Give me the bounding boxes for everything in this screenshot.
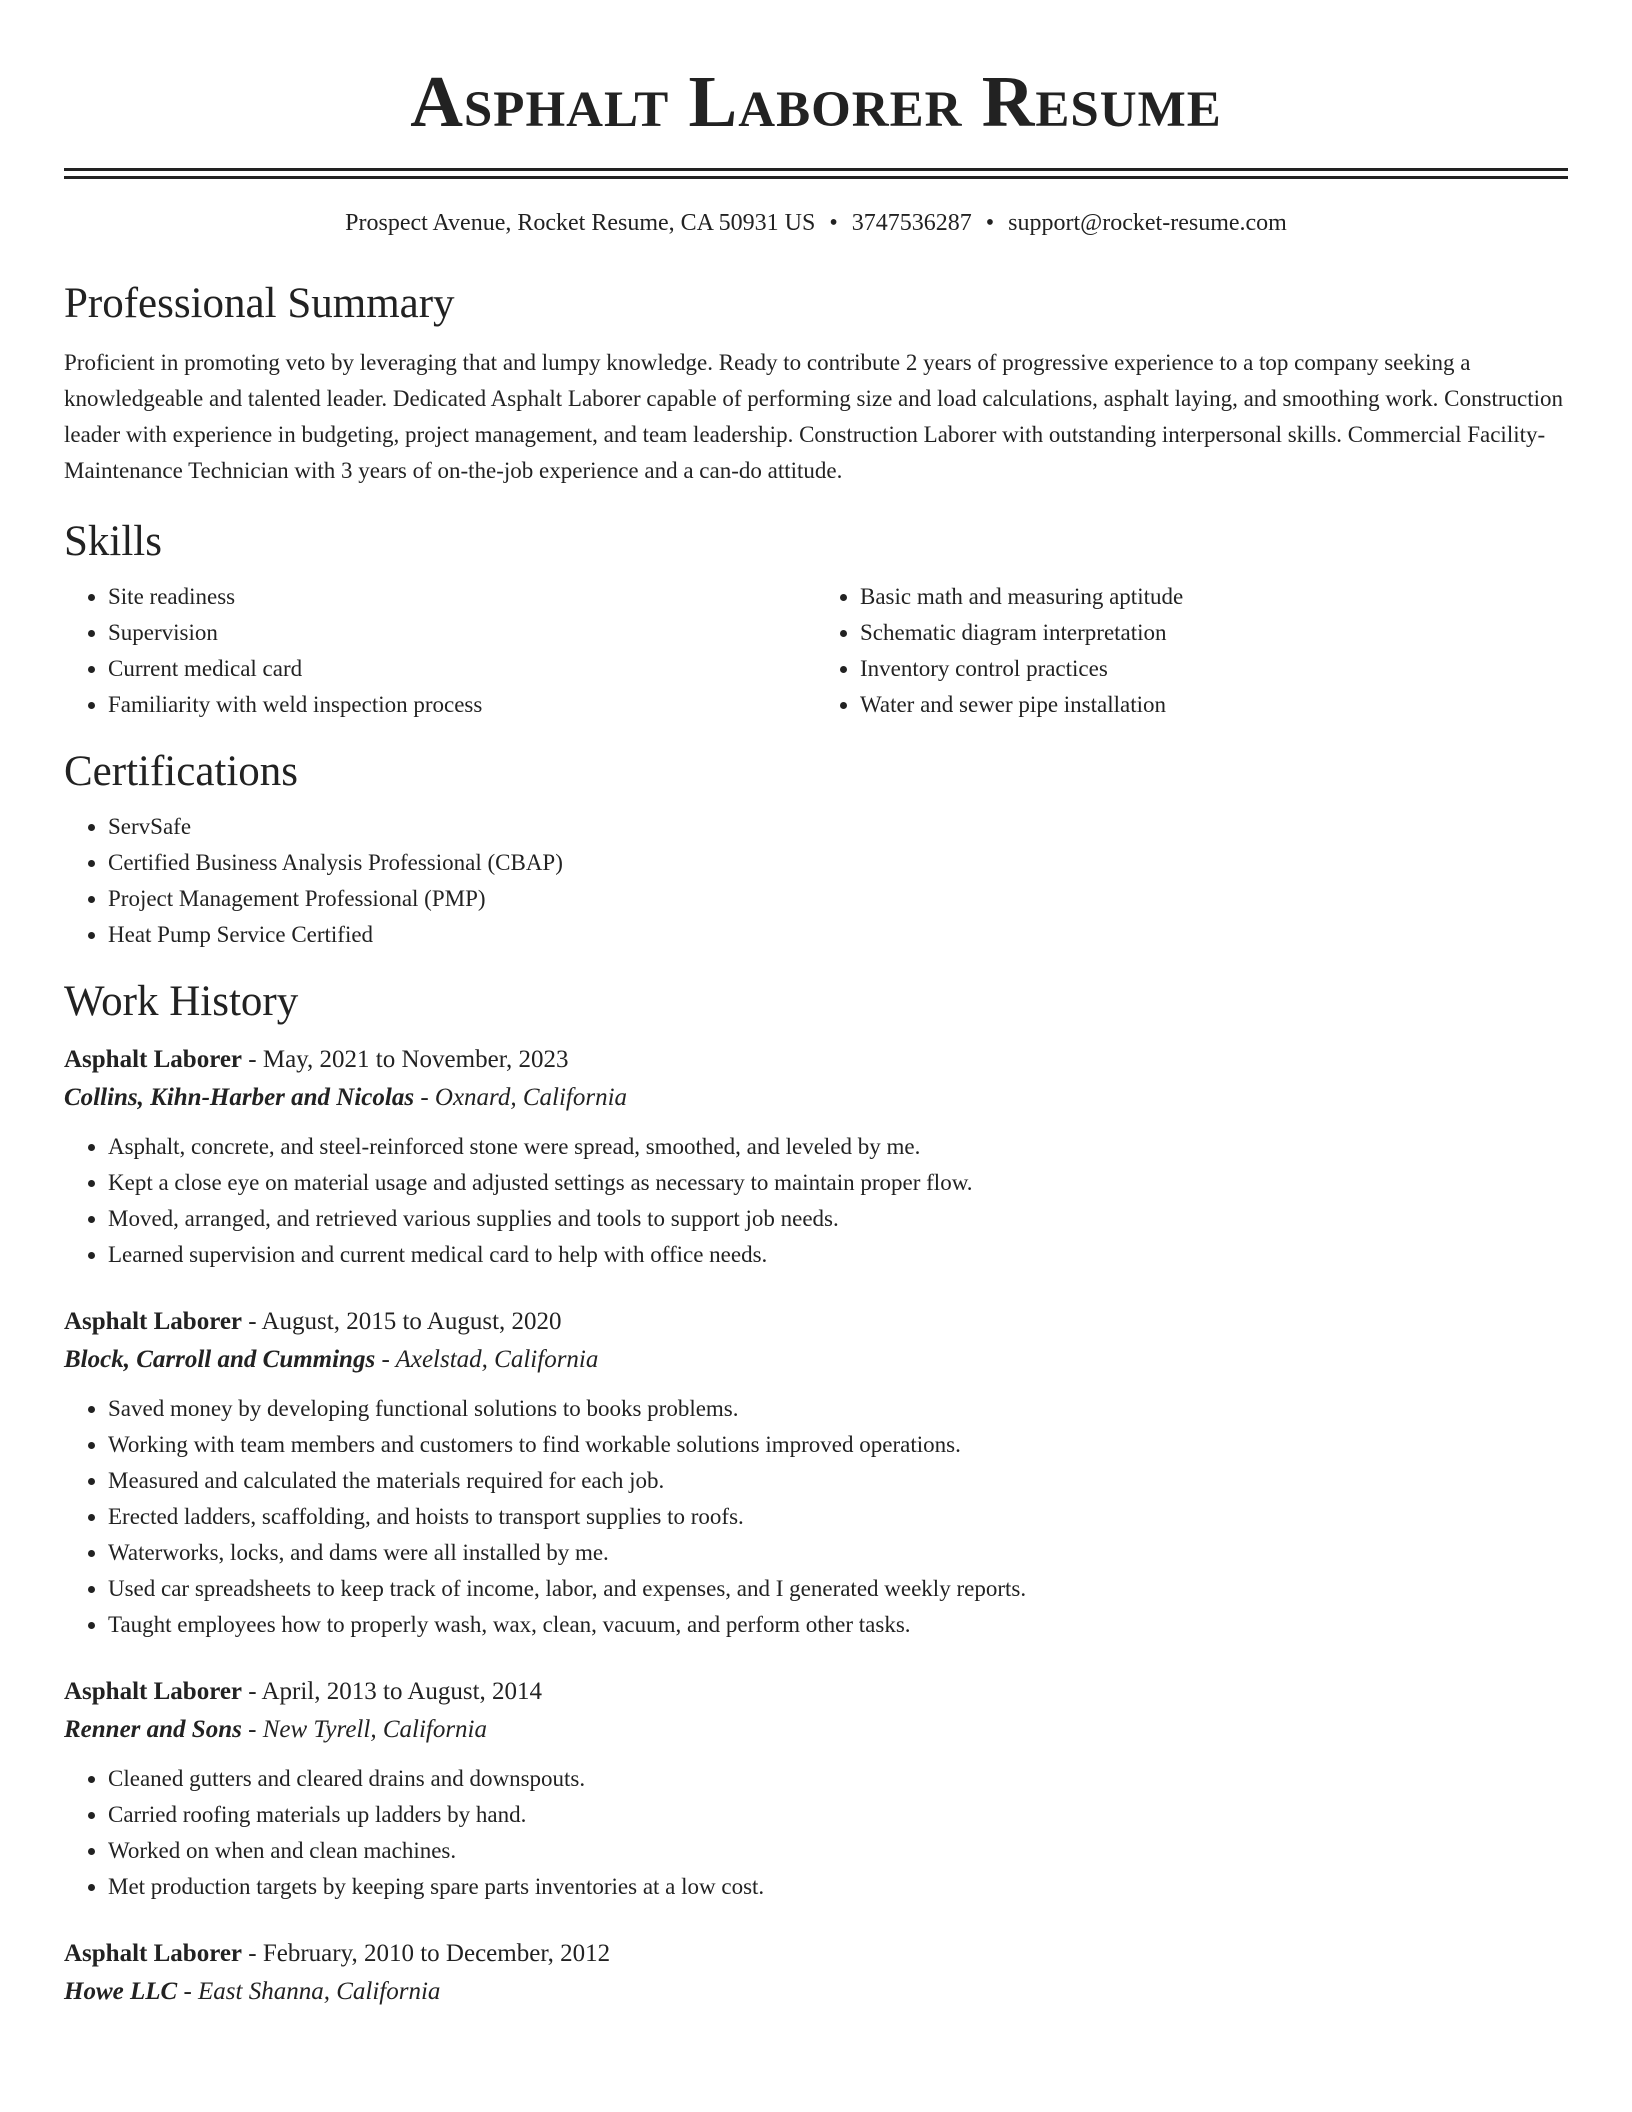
skill-item: • Schematic diagram interpretation [860,615,1568,651]
summary-heading: Professional Summary [64,280,455,327]
job-dash: - [248,1046,257,1073]
job-bullet: • Taught employees how to properly wash, wax, clean, vacuum, and perform other tasks. [108,1607,1568,1643]
certification-item: • Certified Business Analysis Professional (CBAP) [108,845,1568,881]
job-title-line [64,1673,1568,1711]
job-title-line [64,1935,1568,1973]
job-dates: April, 2013 to August, 2014 [261,1678,543,1705]
job-title-line [64,1303,1568,1341]
job-bullet: • Kept a close eye on material usage and adjusted settings as necessary to maintain proper flow. [108,1165,1568,1201]
job-bullet: • Met production targets by keeping spare parts inventories at a low cost. [108,1869,1568,1905]
job-dash: - [248,1716,257,1743]
contact-separator: • [829,210,838,236]
job-bullet-list [64,1129,1568,1273]
resume-title: Asphalt Laborer Resume [410,61,1222,142]
job-title-line [64,1041,1568,1079]
work-history-heading: Work History [64,978,299,1025]
title-double-rule [64,168,1568,179]
job-dash: - [248,1308,257,1335]
job-location: Axelstad, California [395,1346,599,1373]
job-bullet: • Cleaned gutters and cleared drains and downspouts. [108,1761,1568,1797]
job-bullet: • Moved, arranged, and retrieved various supplies and tools to support job needs. [108,1201,1568,1237]
job-bullet: • Used car spreadsheets to keep track of income, labor, and expenses, and I generated weekly reports. [108,1571,1568,1607]
job-bullet: • Erected ladders, scaffolding, and hoists to transport supplies to roofs. [108,1499,1568,1535]
job-dash: - [248,1678,257,1705]
certification-item: • Heat Pump Service Certified [108,917,1568,953]
contact-separator: • [985,210,995,236]
job-bullet: • Working with team members and customers to find workable solutions improved operations. [108,1427,1568,1463]
job-bullet: • Carried roofing materials up ladders by hand. [108,1797,1568,1833]
job-location: New Tyrell, California [262,1716,488,1743]
skills-left-list [64,579,816,723]
skill-item: • Current medical card [108,651,816,687]
job-company: Howe LLC [64,1978,178,2005]
job-entry [64,1303,1568,1643]
job-entry [64,1935,1568,2011]
skill-item: • Familiarity with weld inspection process [108,687,816,723]
job-dates: August, 2015 to August, 2020 [261,1308,562,1335]
job-company-line [64,1973,1568,2011]
skill-item: • Basic math and measuring aptitude [860,579,1568,615]
job-dash: - [248,1940,257,1967]
job-bullet-list [64,1391,1568,1643]
certification-item: • Project Management Professional (PMP) [108,881,1568,917]
job-bullet: • Measured and calculated the materials required for each job. [108,1463,1568,1499]
contact-phone: 3747536287 [851,210,972,236]
job-location: East Shanna, California [198,1978,441,2005]
job-dash: - [183,1978,192,2005]
skills-columns [64,579,1568,723]
skills-heading: Skills [64,518,162,565]
certifications-heading: Certifications [64,748,299,795]
job-dash: - [381,1346,390,1373]
job-entry [64,1041,1568,1273]
job-company-line [64,1079,1568,1117]
job-role: Asphalt Laborer [64,1308,243,1335]
job-location: Oxnard, California [434,1084,628,1111]
summary-text: Proficient in promoting veto by leveraging that and lumpy knowledge. Ready to contribute 2 years of progressive experience to a top company seeking a knowledgeable and talented leader. Dedicated Asphalt Laborer capable of performing size and load calculations, asphalt laying, and smoothing work. Construction leader with experience in budgeting, project management, and team leadership. Construction Laborer with outstanding interpersonal skills. Commercial Facility-Maintenance Technician with 3 years of on-the-job experience and a can-do attitude. [64,350,1563,483]
job-company: Renner and Sons [64,1716,242,1743]
job-dates: May, 2021 to November, 2023 [262,1046,569,1073]
job-role: Asphalt Laborer [64,1046,243,1073]
contact-address: Prospect Avenue, Rocket Resume, CA 50931 US [345,210,816,236]
job-bullet: • Learned supervision and current medical card to help with office needs. [108,1237,1568,1273]
skill-item: • Supervision [108,615,816,651]
job-bullet: • Worked on when and clean machines. [108,1833,1568,1869]
job-entry [64,1673,1568,1905]
job-role: Asphalt Laborer [64,1678,243,1705]
job-bullet-list [64,1761,1568,1905]
job-company-line [64,1711,1568,1749]
contact-line [64,207,1568,239]
job-company: Block, Carroll and Cummings [64,1346,376,1373]
contact-email: support@rocket-resume.com [1008,210,1287,236]
skills-right-list [816,579,1568,723]
skill-item: • Inventory control practices [860,651,1568,687]
job-bullet: • Waterworks, locks, and dams were all installed by me. [108,1535,1568,1571]
job-company-line [64,1341,1568,1379]
skill-item: • Site readiness [108,579,816,615]
certification-item: • ServSafe [108,809,1568,845]
job-role: Asphalt Laborer [64,1940,243,1967]
skill-item: • Water and sewer pipe installation [860,687,1568,723]
job-dash: - [420,1084,429,1111]
job-bullet: • Asphalt, concrete, and steel-reinforced stone were spread, smoothed, and leveled by me. [108,1129,1568,1165]
certifications-list [64,809,1568,953]
job-dates: February, 2010 to December, 2012 [262,1940,611,1967]
job-bullet: • Saved money by developing functional solutions to books problems. [108,1391,1568,1427]
job-company: Collins, Kihn-Harber and Nicolas [64,1084,415,1111]
